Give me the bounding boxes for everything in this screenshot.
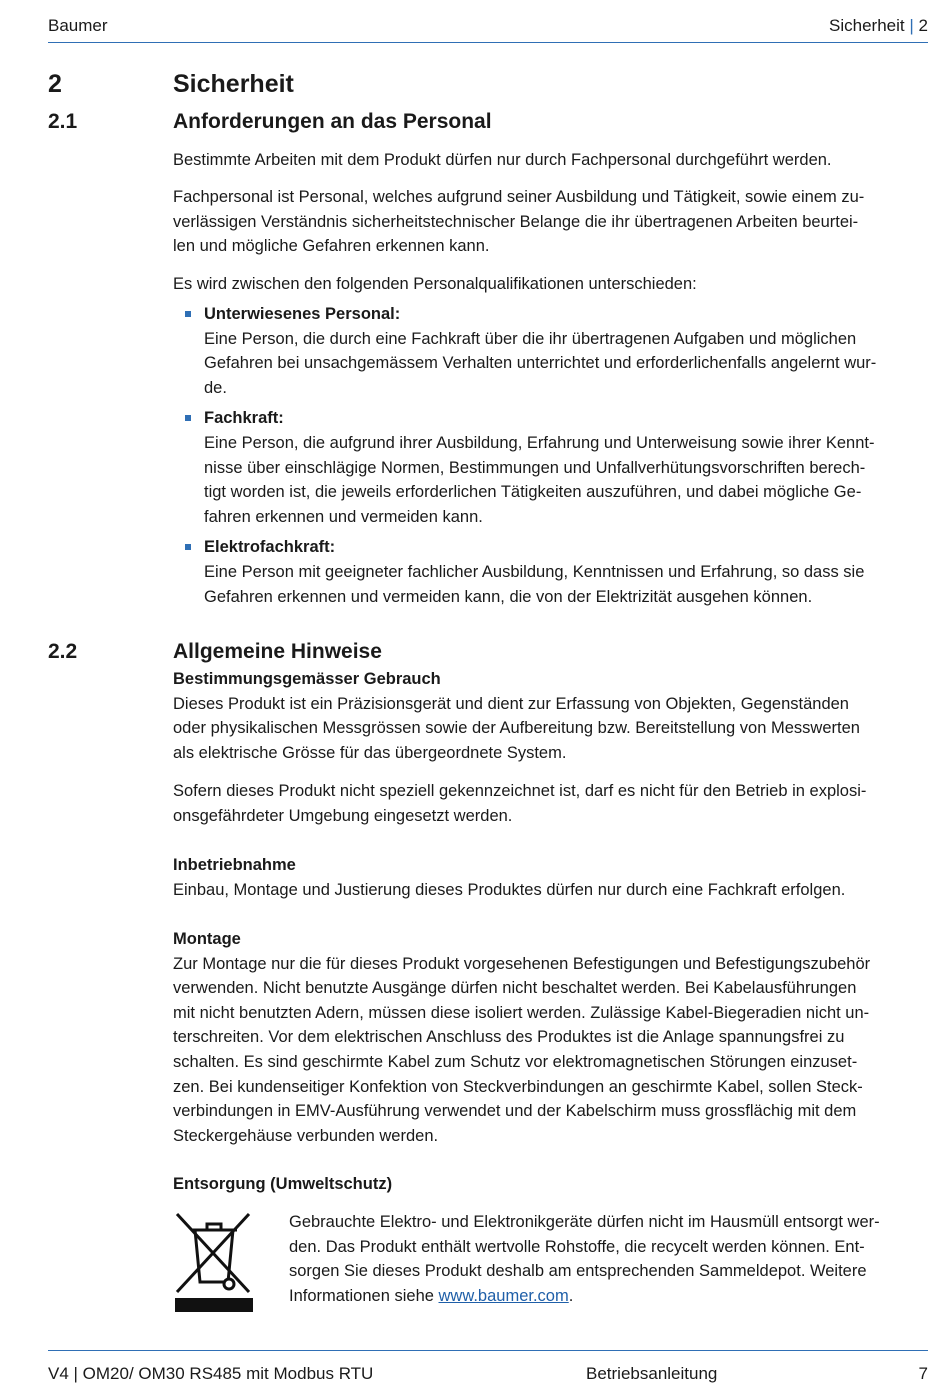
footer-document-type: Betriebsanleitung: [586, 1364, 718, 1383]
text-line: mit nicht benutzten Adern, müssen diese isoliert werden. Zulässige Kabel-Biegeradien nicht un-: [173, 1003, 870, 1022]
section-21-qualifications-intro: [173, 272, 925, 297]
commissioning-title: Inbetriebnahme: [173, 856, 296, 874]
text-line: Gefahren bei unsachgemässem Verhalten unterrichtet und erforderlichenfalls angelernt wur-: [204, 354, 877, 373]
list-item: [173, 535, 925, 609]
bullet-square-icon: [185, 311, 191, 317]
footer-page-number: 7: [918, 1364, 928, 1383]
text-line: len und mögliche Gefahren erkennen kann.: [173, 237, 490, 256]
disposal-text: [289, 1210, 925, 1308]
list-item-title: Fachkraft:: [204, 409, 284, 428]
list-item: [173, 406, 925, 529]
disposal-info-suffix: .: [568, 1286, 574, 1305]
paragraph: Es wird zwischen den folgenden Personalqualifikationen unterschieden:: [173, 275, 697, 293]
text-line: de.: [204, 378, 227, 397]
disposal-info-prefix: Informationen siehe: [289, 1286, 439, 1305]
text-line: Gebrauchte Elektro- und Elektronikgeräte dürfen nicht im Hausmüll entsorgt wer-: [289, 1213, 880, 1231]
intended-use-block: [173, 667, 925, 765]
text-line: terschreiten. Vor dem elektrischen Anschluss des Produktes ist die Anlage spannungsfrei zu: [173, 1028, 845, 1047]
list-item-title: Elektrofachkraft:: [204, 538, 336, 557]
text-line: onsgefährdeter Umgebung eingesetzt werden.: [173, 806, 513, 825]
text-line: den. Das Produkt enthält wertvolle Rohstoffe, die recycelt werden können. Ent-: [289, 1237, 865, 1256]
header-page-number: 2: [918, 16, 928, 35]
text-line: sorgen Sie dieses Produkt deshalb am entsprechenden Sammeldepot. Weitere: [289, 1262, 867, 1281]
text-line: schalten. Es sind geschirmte Kabel zum Schutz vor elektromagnetischen Störungen einzuset-: [173, 1052, 858, 1071]
header-brand: Baumer: [48, 16, 108, 35]
mounting-block: [173, 927, 925, 1148]
text-line: oder physikalischen Messgrössen sowie der Aufbereitung bzw. Bereitstellung von Messwerten: [173, 719, 860, 738]
chapter-number: 2: [48, 70, 62, 98]
header-separator: |: [909, 16, 914, 35]
text-line: Sofern dieses Produkt nicht speziell gekennzeichnet ist, darf es nicht für den Betrieb in explosi-: [173, 782, 867, 800]
text-line: als elektrische Grösse für das übergeordnete System.: [173, 743, 567, 762]
text-line: verbindungen in EMV-Ausführung verwendet und der Kabelschirm muss grossflächig mit dem: [173, 1102, 857, 1121]
paragraph: Bestimmte Arbeiten mit dem Produkt dürfen nur durch Fachpersonal durchgeführt werden.: [173, 151, 832, 169]
mounting-title: Montage: [173, 930, 241, 948]
text-line: Eine Person, die aufgrund ihrer Ausbildung, Erfahrung und Unterweisung sowie ihrer Kennt-: [204, 433, 875, 452]
baumer-website-link[interactable]: www.baumer.com: [438, 1286, 569, 1305]
list-item: [173, 302, 925, 400]
list-item-title: Unterwiesenes Personal:: [204, 305, 401, 323]
text-line: Steckergehäuse verbunden werden.: [173, 1126, 439, 1145]
intended-use-title: Bestimmungsgemässer Gebrauch: [173, 670, 441, 688]
disposal-heading-block: [173, 1172, 925, 1197]
section-22-title: Allgemeine Hinweise: [173, 640, 382, 663]
bullet-square-icon: [185, 415, 191, 421]
qualification-list: [173, 302, 925, 615]
header-section-title: Sicherheit: [829, 16, 905, 35]
header-section: [829, 16, 928, 36]
crossed-out-wheelie-bin-icon: [173, 1210, 255, 1314]
page-footer: [48, 1350, 928, 1381]
text-line: Gefahren erkennen und vermeiden kann, die von der Elektrizität ausgehen können.: [204, 587, 813, 606]
chapter-title: Sicherheit: [173, 70, 294, 98]
text-line: Eine Person mit geeigneter fachlicher Ausbildung, Kenntnissen und Erfahrung, so dass sie: [204, 562, 865, 581]
text-line: verlässigen Verständnis sicherheitstechnischer Belange die ihr übertragenen Arbeiten beurtei-: [173, 212, 859, 231]
text-line: fahren erkennen und vermeiden kann.: [204, 507, 483, 526]
section-21-intro: [173, 148, 925, 173]
text-line: tigt worden ist, die jeweils erforderlichen Tätigkeiten auszuführen, und dabei mögliche Ge-: [204, 483, 862, 502]
text-line: Eine Person, die durch eine Fachkraft über die ihr übertragenen Aufgaben und möglichen: [204, 329, 857, 348]
section-21-number: 2.1: [48, 110, 78, 133]
section-21-title: Anforderungen an das Personal: [173, 110, 492, 133]
text-line: Einbau, Montage und Justierung dieses Produktes dürfen nur durch eine Fachkraft erfolgen.: [173, 880, 846, 899]
text-line: Fachpersonal ist Personal, welches aufgrund seiner Ausbildung und Tätigkeit, sowie einem zu-: [173, 188, 865, 206]
text-line: verwenden. Nicht benutzte Ausgänge dürfen nicht beschaltet werden. Bei Kabelausführungen: [173, 979, 857, 998]
bullet-square-icon: [185, 544, 191, 550]
section-22-number: 2.2: [48, 640, 78, 663]
page-header: [48, 14, 928, 43]
text-line: Dieses Produkt ist ein Präzisionsgerät und dient zur Erfassung von Objekten, Gegenständen: [173, 694, 849, 713]
text-line: Zur Montage nur die für dieses Produkt vorgesehenen Befestigungen und Befestigungszubehör: [173, 954, 871, 973]
text-line: nisse über einschlägige Normen, Bestimmungen und Unfallverhütungsvorschriften berech-: [204, 458, 866, 477]
section-21-definition: [173, 185, 925, 259]
text-line: zen. Bei kundenseitiger Konfektion von Steckverbindungen an geschirmte Kabel, sollen Steck-: [173, 1077, 863, 1096]
footer-document-title: V4 | OM20/ OM30 RS485 mit Modbus RTU: [48, 1364, 374, 1383]
commissioning-block: [173, 853, 925, 902]
text-line: [289, 1284, 925, 1309]
explosion-notice: [173, 779, 925, 828]
disposal-title: Entsorgung (Umweltschutz): [173, 1175, 393, 1193]
